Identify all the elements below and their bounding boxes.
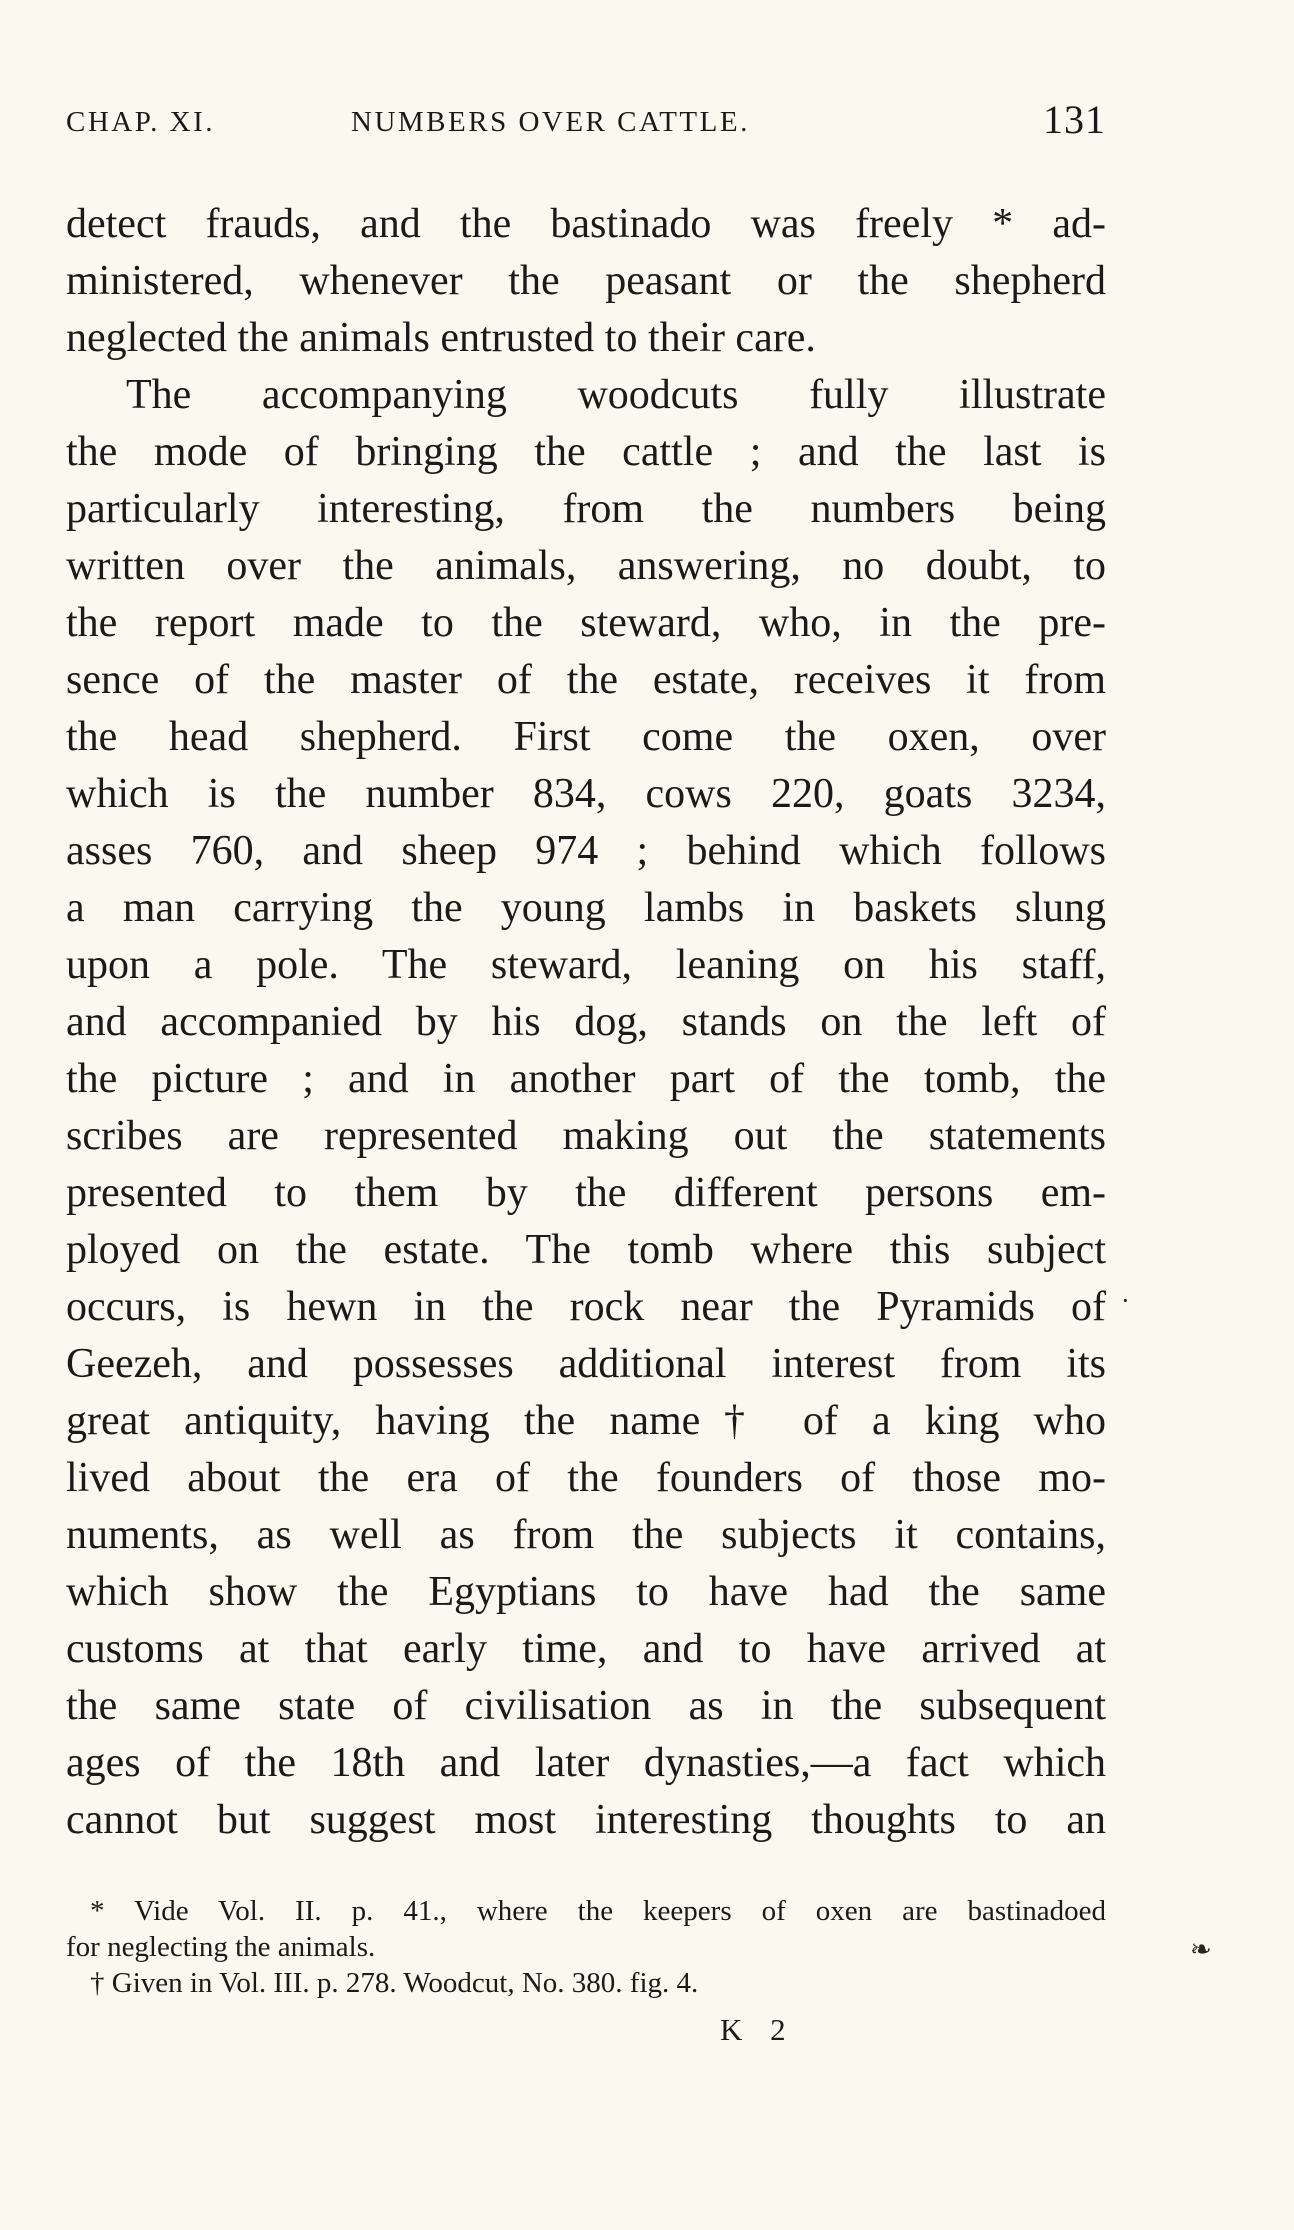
footnote-line: * Vide Vol. II. p. 41., where the keepers of oxen are bastinadoed (90, 1895, 1106, 1927)
text-line: written over the animals, answering, no doubt, to (66, 543, 1106, 589)
text-line: ployed on the estate. The tomb where this subject (66, 1227, 1106, 1273)
text-line: Geezeh, and possesses additional interest from its (66, 1341, 1106, 1387)
text-line: and accompanied by his dog, stands on the left of (66, 999, 1106, 1045)
text-line: customs at that early time, and to have arrived at (66, 1626, 1106, 1672)
text-line: occurs, is hewn in the rock near the Pyramids of (66, 1284, 1106, 1330)
text-line: lived about the era of the founders of those mo- (66, 1455, 1106, 1501)
text-line: a man carrying the young lambs in baskets slung (66, 885, 1106, 931)
footnotes (66, 1893, 1106, 2001)
text-line: great antiquity, having the name† of a king who (66, 1398, 1106, 1444)
text-line: ages of the 18th and later dynasties,—a fact which (66, 1740, 1106, 1786)
signature-mark: K 2 (720, 2012, 796, 2047)
text-line: asses 760, and sheep 974 ; behind which follows (66, 828, 1106, 874)
text-line: the report made to the steward, who, in the pre- (66, 600, 1106, 646)
text-line: the mode of bringing the cattle ; and the last is (66, 429, 1106, 475)
chapter-label: CHAP. XI. (66, 106, 215, 138)
body-text (66, 196, 1106, 1849)
running-title: NUMBERS OVER CATTLE. (351, 106, 750, 138)
running-head (66, 96, 1106, 146)
text-line: particularly interesting, from the numbers being (66, 486, 1106, 532)
text-line: which show the Egyptians to have had the same (66, 1569, 1106, 1615)
text-line: numents, as well as from the subjects it contains, (66, 1512, 1106, 1558)
text-line: detect frauds, and the bastinado was freely * ad- (66, 201, 1106, 247)
text-line: which is the number 834, cows 220, goats 3234, (66, 771, 1106, 817)
text-line: the picture ; and in another part of the tomb, the (66, 1056, 1106, 1102)
text-line: the same state of civilisation as in the subsequent (66, 1683, 1106, 1729)
text-line: ministered, whenever the peasant or the shepherd (66, 258, 1106, 304)
page-number: 131 (1043, 97, 1106, 142)
text-line: presented to them by the different persons em- (66, 1170, 1106, 1216)
text-line: upon a pole. The steward, leaning on his staff, (66, 942, 1106, 988)
margin-mark-icon: ❧ (1190, 1935, 1212, 1964)
footnote-line: for neglecting the animals. (66, 1931, 376, 1963)
text-line: cannot but suggest most interesting thoughts to an (66, 1797, 1106, 1843)
margin-dot: · (1121, 1286, 1130, 1315)
text-line: sence of the master of the estate, receives it from (66, 657, 1106, 703)
text-line: The accompanying woodcuts fully illustrate (126, 372, 1106, 418)
text-line: the head shepherd. First come the oxen, over (66, 714, 1106, 760)
text-line: scribes are represented making out the statements (66, 1113, 1106, 1159)
footnote-line: † Given in Vol. III. p. 278. Woodcut, No. 380. fig. 4. (90, 1967, 699, 1999)
text-line: neglected the animals entrusted to their care. (66, 315, 816, 361)
